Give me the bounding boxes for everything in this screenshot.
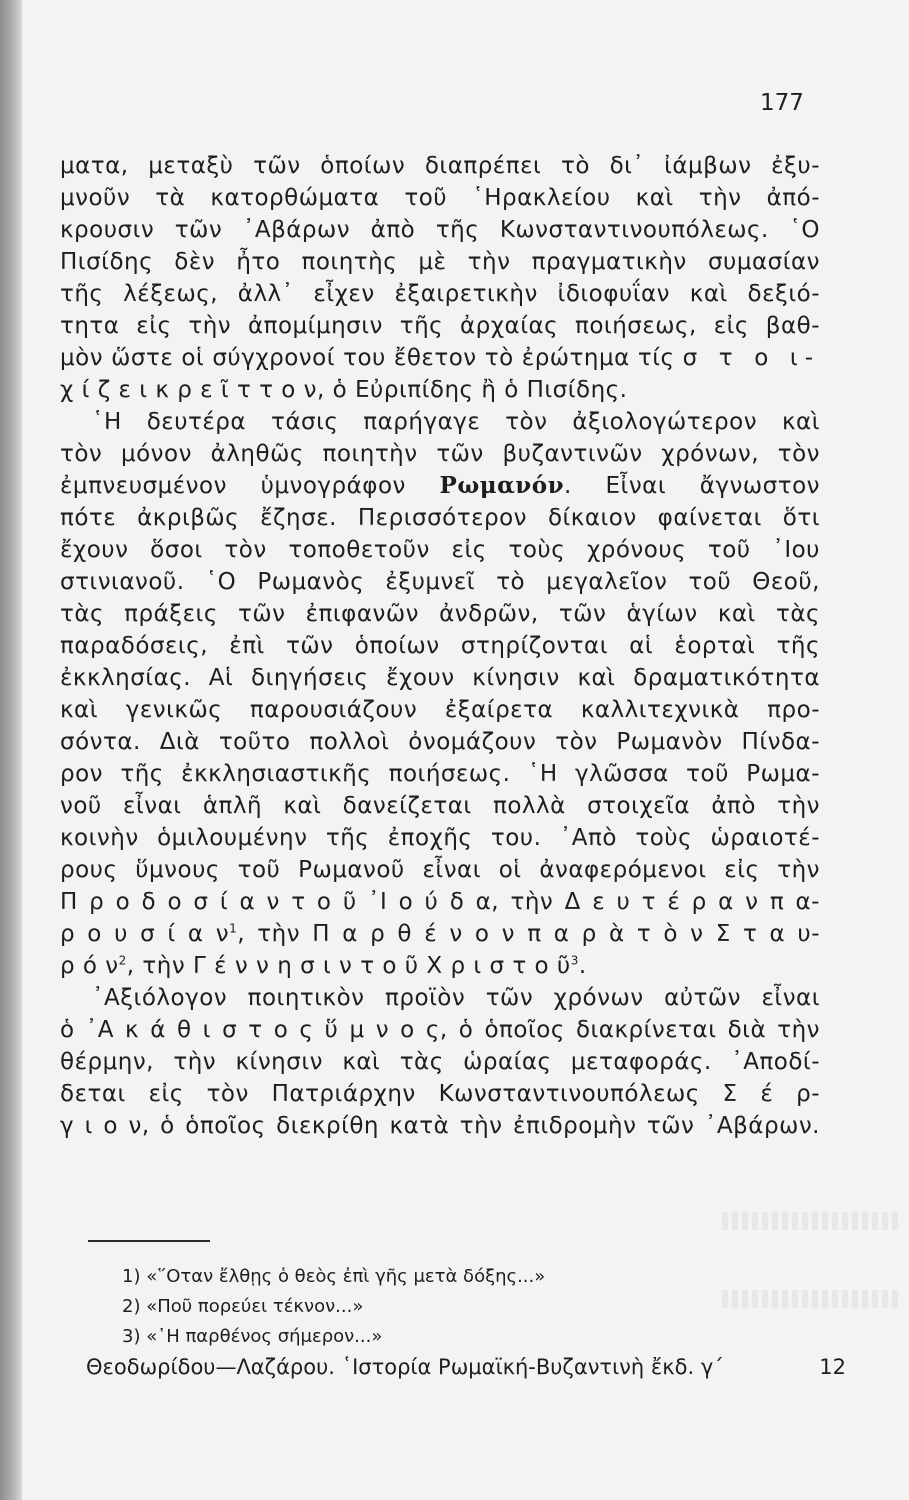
text-line: Πισίδης δὲν ἦτο ποιητὴς μὲ τὴν πραγματικὴν συμασίαν xyxy=(60,249,820,275)
footer-title: Θεοδωρίδου—Λαζάρου. ῾Ιστορία Ρωμαϊκή-Βυζαντινὴ ἔκδ. γ´ xyxy=(86,1355,724,1379)
text-line: κρουσιν τῶν ᾽Αβάρων ἀπὸ τῆς Κωνσταντινουπόλεως. ῾Ο xyxy=(60,217,820,243)
show-through-text xyxy=(722,1290,902,1308)
text-line: ῾Η δευτέρα τάσις παρήγαγε τὸν ἀξιολογώτερον καὶ xyxy=(92,409,820,435)
book-page xyxy=(22,0,909,1500)
show-through-text xyxy=(722,1212,902,1230)
body-text xyxy=(60,150,820,1142)
text-line: καὶ γενικῶς παρουσιάζουν ἐξαίρετα καλλιτεχνικὰ προ- xyxy=(60,697,820,723)
text-line: τὸν μόνον ἀληθῶς ποιητὴν τῶν βυζαντινῶν χρόνων, τὸν xyxy=(60,441,820,467)
footnote: 2) «Ποῦ πορεύει τέκνον...» xyxy=(122,1296,364,1317)
page-footer xyxy=(86,1355,846,1379)
text-line: τῆς λέξεως, ἀλλ᾽ εἶχεν ἐξαιρετικὴν ἰδιοφυΐαν καὶ δεξιό- xyxy=(60,281,820,307)
footnote-ref: 2 xyxy=(118,953,127,968)
text-line: ἐκκλησίας. Αἱ διηγήσεις ἔχουν κίνησιν καὶ δραματικότητα xyxy=(60,665,820,691)
text-line: νοῦ εἶναι ἁπλῆ καὶ δανείζεται πολλὰ στοιχεῖα ἀπὸ τὴν xyxy=(60,793,820,819)
text-line: χ ί ζ ε ι κ ρ ε ῖ τ τ ο ν, ὁ Εὐριπίδης ἢ ὁ Πισίδης. xyxy=(60,377,628,403)
book-gutter xyxy=(0,0,22,1500)
text-line: ρ ό $\nu^2$, τὴν Γ έ ν ν η σ ι ν τ ο ῦ Χ ρ ι σ τ ο ῦ$^3$. xyxy=(60,953,587,979)
text-line: ρους ὕμνους τοῦ Ρωμανοῦ εἶναι οἱ ἀναφερόμενοι εἰς τὴν xyxy=(60,857,820,883)
emphasis-romanos: Ρωμανόν xyxy=(439,472,565,499)
text-line: πότε ἀκριβῶς ἔζησε. Περισσότερον δίκαιον φαίνεται ὅτι xyxy=(60,505,820,531)
text-line: παραδόσεις, ἐπὶ τῶν ὁποίων στηρίζονται αἱ ἑορταὶ τῆς xyxy=(60,633,820,659)
text-line: ὁ ᾽Α κ ά θ ι σ τ ο ς ὕ μ ν ο ς, ὁ ὁποῖος διακρίνεται διὰ τὴν xyxy=(60,1017,820,1043)
text-line: δεται εἰς τὸν Πατριάρχην Κωνσταντινουπόλεως Σ έ ρ- xyxy=(60,1081,820,1107)
text-line: θέρμην, τὴν κίνησιν καὶ τὰς ὡραίας μεταφοράς. ᾽Αποδί- xyxy=(60,1049,820,1075)
footnote-ref: 3 xyxy=(570,953,579,968)
text-line: τητα εἰς τὴν ἀπομίμησιν τῆς ἀρχαίας ποιήσεως, εἰς βαθ- xyxy=(60,313,820,339)
text-line: σόντα. Διὰ τοῦτο πολλοὶ ὀνομάζουν τὸν Ρωμανὸν Πίνδα- xyxy=(60,729,820,755)
text-line: γ ι ο ν, ὁ ὁποῖος διεκρίθη κατὰ τὴν ἐπιδρομὴν τῶν ᾽Αβάρων. xyxy=(60,1113,820,1139)
text-line: ματα, μεταξὺ τῶν ὁποίων διαπρέπει τὸ δι᾽ ἰάμβων ἐξυ- xyxy=(60,153,820,179)
footnotes xyxy=(122,1262,722,1352)
text-line: ἔχουν ὅσοι τὸν τοποθετοῦν εἰς τοὺς χρόνους τοῦ ᾽Ιου xyxy=(60,537,820,563)
text-line: ᾽Αξιόλογον ποιητικὸν προϊὸν τῶν χρόνων αὐτῶν εἶναι xyxy=(92,985,820,1011)
signature-mark: 12 xyxy=(819,1355,846,1379)
text-line: μνοῦν τὰ κατορθώματα τοῦ ῾Ηρακλείου καὶ τὴν ἀπό- xyxy=(60,185,820,211)
text-line: Π ρ ο δ ο σ ί α ν τ ο ῦ ᾽Ι ο ύ δ α, τὴν Δ ε υ τ έ ρ α ν π α- xyxy=(60,889,820,915)
text-line: τὰς πράξεις τῶν ἐπιφανῶν ἀνδρῶν, τῶν ἁγίων καὶ τὰς xyxy=(60,601,820,627)
text-line: στινιανοῦ. ῾Ο Ρωμανὸς ἐξυμνεῖ τὸ μεγαλεῖον τοῦ Θεοῦ, xyxy=(60,569,820,595)
text-line: κοινὴν ὁμιλουμένην τῆς ἐποχῆς του. ᾽Απὸ τοὺς ὡραιοτέ- xyxy=(60,825,820,851)
text-line: μὸν ὥστε οἱ σύγχρονοί του ἔθετον τὸ ἐρώτημα τίς σ τ ο ι- xyxy=(60,345,820,371)
footnote: 3) «῾Η παρθένος σήμερον...» xyxy=(122,1326,383,1347)
page-number: 177 xyxy=(760,90,804,116)
footnote-rule xyxy=(88,1240,210,1242)
footnote: 1) «῞Οταν ἔλθῃς ὁ θεὸς ἐπὶ γῆς μετὰ δόξης...» xyxy=(122,1266,546,1287)
footnote-ref: 1 xyxy=(229,921,238,936)
text-line: ἐμπνευσμένον ὑμνογράφον Ρωμανόν. Εἶναι ἄγνωστον xyxy=(60,472,820,499)
text-line: ρ ο υ σ ί α $\nu^1$, τὴν Π α ρ θ έ ν ο ν π α ρ ὰ τ ὸ ν Σ τ α υ- xyxy=(60,921,820,947)
text-line: ρον τῆς ἐκκλησιαστικῆς ποιήσεως. ῾Η γλῶσσα τοῦ Ρωμα- xyxy=(60,761,820,787)
